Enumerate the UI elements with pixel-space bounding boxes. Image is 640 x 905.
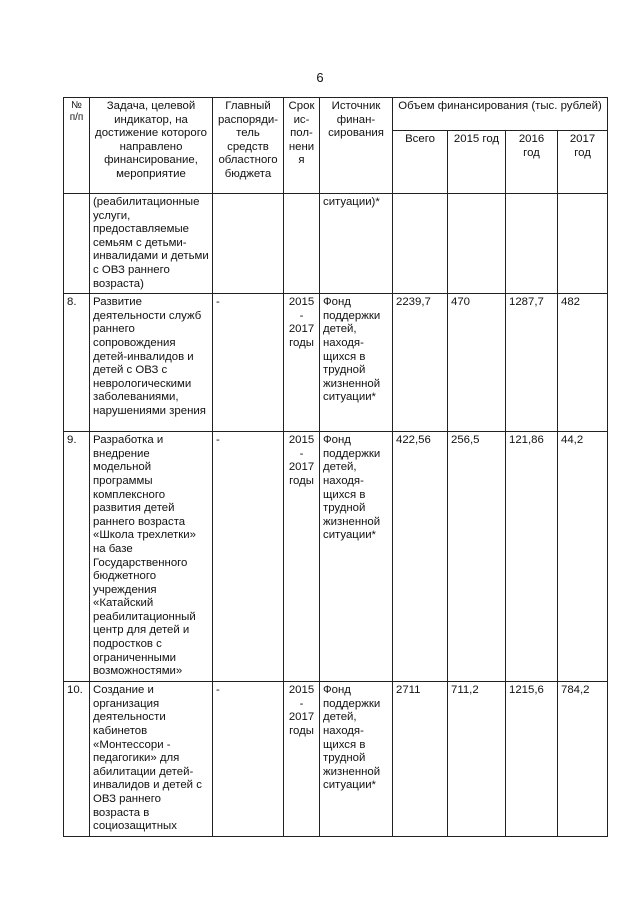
- cell-task: (реабилитационные услуги, предоставляемые семьям с детьми-инвалидами и детьми с ОВЗ раннего возраста): [90, 194, 213, 294]
- cell-manager: -: [213, 294, 284, 432]
- cell-no: 9.: [64, 432, 90, 682]
- cell-total: [393, 194, 448, 294]
- cell-2017: 482: [558, 294, 608, 432]
- cell-2016: 1215,6: [506, 682, 558, 837]
- cell-2015: 256,5: [448, 432, 506, 682]
- cell-2017: 44,2: [558, 432, 608, 682]
- cell-2016: 121,86: [506, 432, 558, 682]
- table-row: [64, 682, 608, 837]
- cell-2015: 711,2: [448, 682, 506, 837]
- header-row-1: [64, 98, 608, 131]
- header-manager: Главный распоряди-тель средств областного бюджета: [213, 98, 284, 194]
- cell-no: 10.: [64, 682, 90, 837]
- cell-source: Фонд поддержки детей, находя-щихся в трудной жизненной ситуации*: [320, 682, 393, 837]
- cell-total: 2711: [393, 682, 448, 837]
- cell-2016: 1287,7: [506, 294, 558, 432]
- cell-manager: -: [213, 682, 284, 837]
- page-number: 6: [316, 70, 324, 85]
- cell-2017: [558, 194, 608, 294]
- header-task: [90, 98, 213, 194]
- cell-task: Разработка и внедрение модельной программы комплексного развития детей раннего возраста «Школа трехлетки» на базе Государственного бюджетного учреждения «Катайский реабилитационный центр для детей и подростков с ограниченными возможностями»: [90, 432, 213, 682]
- header-total: Всего: [393, 131, 448, 194]
- header-2015: 2015 год: [448, 131, 506, 194]
- header-2016: 2016 год: [506, 131, 558, 194]
- cell-term: 2015 - 2017 годы: [284, 432, 320, 682]
- cell-task: Развитие деятельности служб раннего сопровождения детей-инвалидов и детей с ОВЗ с неврологическими заболеваниями, нарушениями зрения: [90, 294, 213, 432]
- cell-manager: -: [213, 432, 284, 682]
- cell-manager: [213, 194, 284, 294]
- header-2017: 2017 год: [558, 131, 608, 194]
- cell-2016: [506, 194, 558, 294]
- cell-2015: [448, 194, 506, 294]
- table-row: [64, 194, 608, 294]
- cell-total: 2239,7: [393, 294, 448, 432]
- cell-term: 2015 - 2017 годы: [284, 682, 320, 837]
- table-row: [64, 294, 608, 432]
- cell-task: Создание и организация деятельности кабинетов «Монтессори - педагогики» для абилитации детей-инвалидов и детей с ОВЗ раннего возраста в социозащитных: [90, 682, 213, 837]
- cell-total: 422,56: [393, 432, 448, 682]
- header-task-text: Задача, целевой индикатор, на достижение которого направлено финансирование, мероприятие: [95, 100, 207, 180]
- cell-2017: 784,2: [558, 682, 608, 837]
- cell-source: ситуации)*: [320, 194, 393, 294]
- cell-term: [284, 194, 320, 294]
- cell-no: [64, 194, 90, 294]
- financing-table: [63, 97, 608, 837]
- table-row: [64, 432, 608, 682]
- cell-2015: 470: [448, 294, 506, 432]
- header-no: № п/п: [64, 98, 90, 194]
- cell-source: Фонд поддержки детей, находя-щихся в трудной жизненной ситуации*: [320, 432, 393, 682]
- header-volume: Объем финансирования (тыс. рублей): [393, 98, 608, 131]
- cell-source: Фонд поддержки детей, находя-щихся в трудной жизненной ситуации*: [320, 294, 393, 432]
- cell-no: 8.: [64, 294, 90, 432]
- cell-term: 2015 - 2017 годы: [284, 294, 320, 432]
- header-term: Срок ис-пол-нения: [284, 98, 320, 194]
- header-source: Источник финан-сирования: [320, 98, 393, 194]
